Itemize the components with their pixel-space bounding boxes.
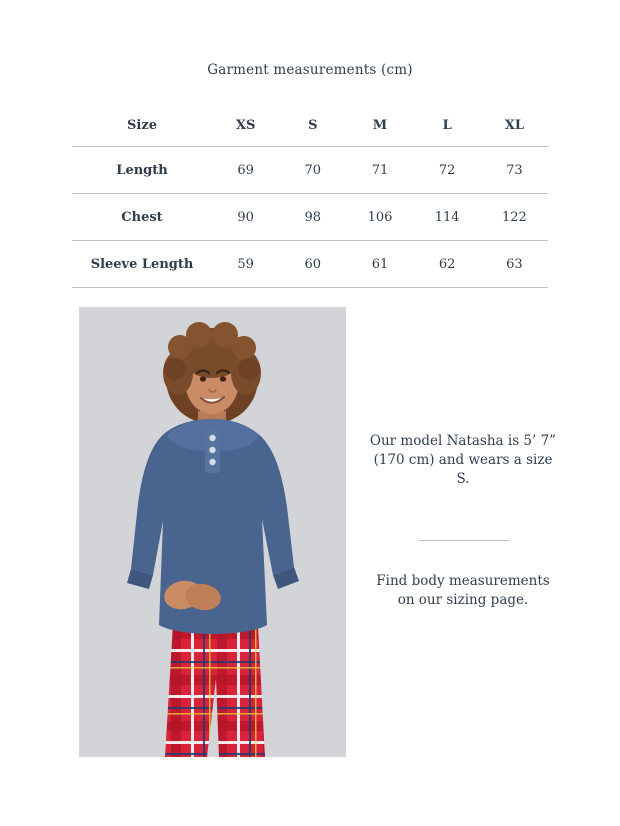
cell-length-s: 70	[304, 162, 322, 178]
cell-chest-l: 114	[434, 209, 460, 225]
model-photo	[79, 307, 346, 757]
row-label-length: Length	[116, 162, 168, 178]
column-header-l: L	[442, 117, 452, 133]
table-row	[72, 194, 548, 241]
column-header-size: Size	[127, 117, 157, 133]
column-header-xl: XL	[504, 117, 524, 133]
row-label-sleeve-length: Sleeve Length	[90, 256, 194, 272]
cell-sleeve-xl: 63	[506, 256, 523, 272]
cell-chest-s: 98	[304, 209, 322, 225]
cell-chest-m: 106	[367, 209, 393, 225]
column-header-xs: XS	[235, 117, 256, 133]
cell-sleeve-l: 62	[438, 256, 456, 272]
cell-length-m: 71	[371, 162, 389, 178]
cell-sleeve-s: 60	[304, 256, 322, 272]
model-info-text: Our model Natasha is 5’ 7” (170 cm) and wears a size S.	[369, 433, 557, 488]
table-row	[72, 241, 548, 288]
cell-chest-xl: 122	[501, 209, 527, 225]
table-row	[72, 147, 548, 194]
divider	[419, 540, 509, 541]
row-label-chest: Chest	[121, 209, 163, 225]
column-header-m: M	[372, 117, 388, 133]
table-header-row	[72, 104, 548, 147]
column-header-s: S	[308, 117, 318, 133]
page-title: Garment measurements (cm)	[207, 62, 413, 78]
cell-length-l: 72	[438, 162, 456, 178]
sizing-page-text: Find body measurements on our sizing page.	[376, 573, 550, 609]
cell-sleeve-m: 61	[371, 256, 389, 272]
cell-chest-xs: 90	[237, 209, 254, 225]
cell-length-xs: 69	[237, 162, 254, 178]
cell-sleeve-xs: 59	[237, 256, 254, 272]
cell-length-xl: 73	[506, 162, 523, 178]
garment-measurements-table	[72, 104, 548, 288]
